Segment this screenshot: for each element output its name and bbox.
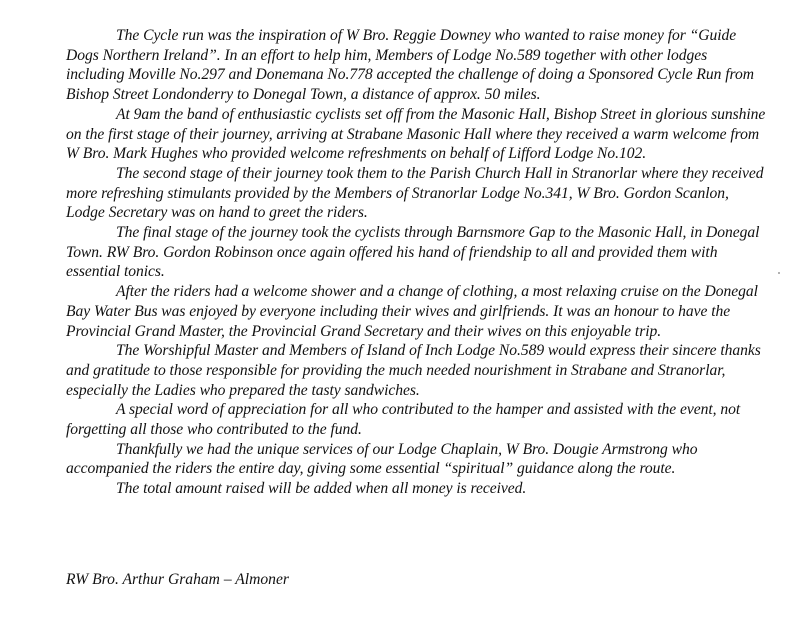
paragraph-chaplain: Thankfully we had the unique services of our Lodge Chaplain, W Bro. Dougie Armstrong who accompanied the riders the entire day, giving some essential “spiritual” guidance along the route. (66, 440, 698, 478)
scan-speck (778, 272, 780, 274)
paragraph-appreciation: A special word of appreciation for all who contributed to the hamper and assisted with the event, not forgetting all those who contributed to the fund. (66, 401, 741, 439)
paragraph-final-stage: The final stage of the journey took the cyclists through Barnsmore Gap to the Masonic Hall, in Donegal Town. RW Bro. Gordon Robinson once again offered his hand of friendship to all and provided them with essential tonics. (66, 224, 760, 281)
paragraph-thanks: The Worshipful Master and Members of Island of Inch Lodge No.589 would express their sincere thanks and gratitude to those responsible for providing the much needed nourishment in Strabane and Stranorlar, especially the Ladies who prepared the tasty sandwiches. (66, 342, 761, 399)
signature-line: RW Bro. Arthur Graham – Almoner (66, 571, 289, 588)
article-body (66, 26, 766, 499)
paragraph-cruise: After the riders had a welcome shower and a change of clothing, a most relaxing cruise on the Donegal Bay Water Bus was enjoyed by everyone including their wives and girlfriends. It was an honour to have the Provincial Grand Master, the Provincial Grand Secretary and their wives on this enjoyable trip. (66, 283, 758, 340)
paragraph-first-stage: At 9am the band of enthusiastic cyclists set off from the Masonic Hall, Bishop Street in glorious sunshine on the first stage of their journey, arriving at Strabane Masonic Hall where they received a warm welcome from W Bro. Mark Hughes who provided welcome refreshments on behalf of Lifford Lodge No.102. (66, 105, 766, 163)
paragraph-cycle-run-intro: The Cycle run was the inspiration of W Bro. Reggie Downey who wanted to raise money for “Guide Dogs Northern Ireland”. In an effort to help him, Members of Lodge No.589 together with other lodges including Moville No.297 and Donemana No.778 accepted the challenge of doing a Sponsored Cycle Run from Bishop Street Londonderry to Donegal Town, a distance of approx. 50 miles. (66, 27, 754, 104)
paragraph-total-amount: The total amount raised will be added when all money is received. (116, 480, 527, 498)
paragraph-second-stage: The second stage of their journey took them to the Parish Church Hall in Stranorlar where they received more refreshing stimulants provided by the Members of Stranorlar Lodge No.341, W Bro. Gordon Scanlon, Lodge Secretary was on hand to greet the riders. (66, 164, 764, 222)
